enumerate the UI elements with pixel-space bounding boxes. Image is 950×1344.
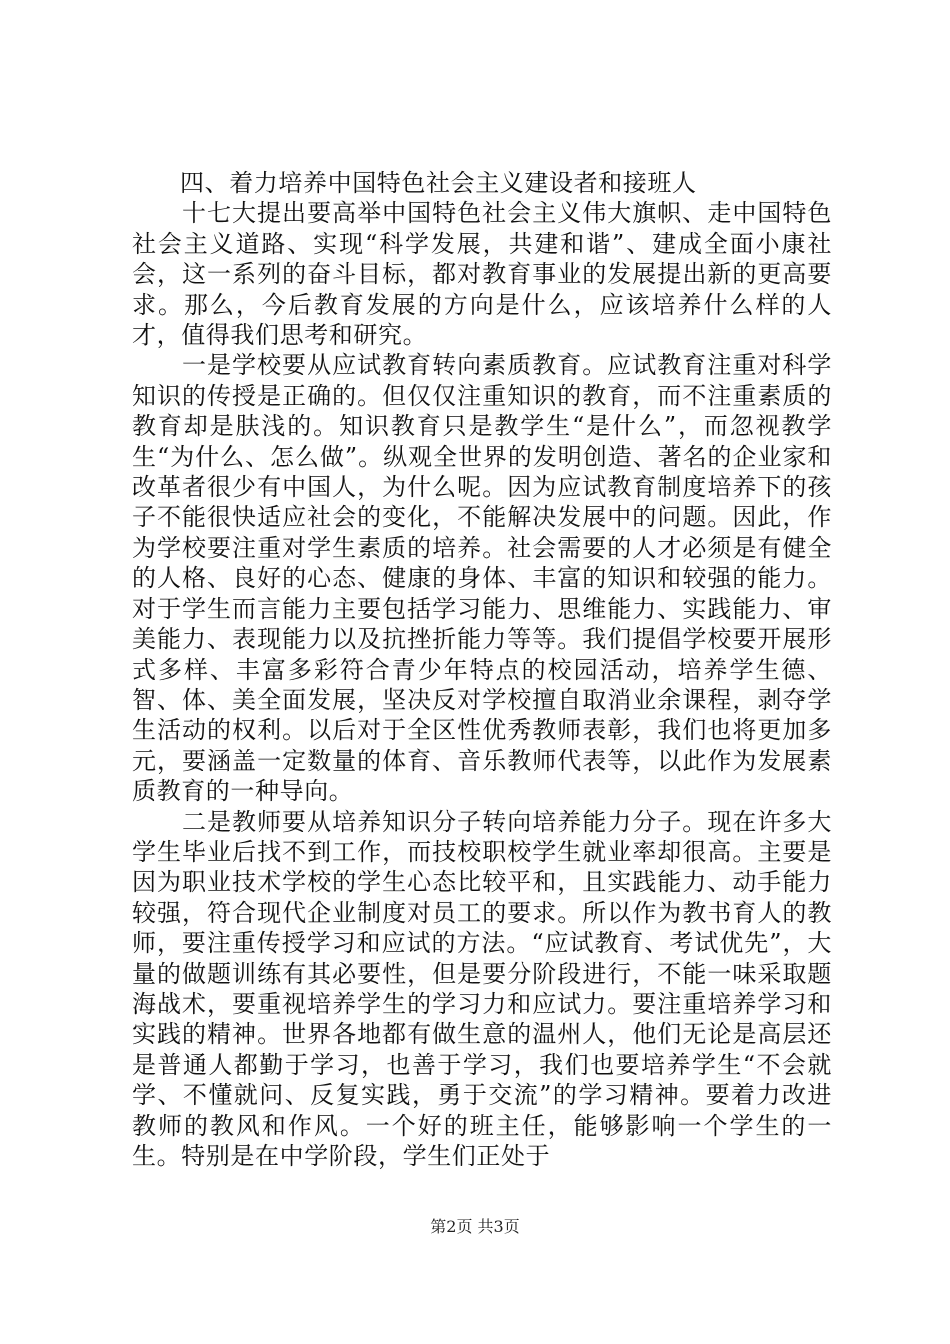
paragraph-intro: 十七大提出要高举中国特色社会主义伟大旗帜、走中国特色社会主义道路、实现“科学发展，共建和谐”、建成全面小康社会，这一系列的奋斗目标，都对教育事业的发展提出新的更高要求。那么，今后教育发展的方向是什么，应该培养什么样的人才，值得我们思考和研究。 (132, 199, 832, 350)
paragraph-school-quality-education: 一是学校要从应试教育转向素质教育。应试教育注重对科学知识的传授是正确的。但仅仅注重知识的教育，而不注重素质的教育却是肤浅的。知识教育只是教学生“是什么”，而忽视教学生“为什么、怎么做”。纵观全世界的发明创造、著名的企业家和改革者很少有中国人，为什么呢。因为应试教育制度培养下的孩子不能很快适应社会的变化，不能解决发展中的问题。因此，作为学校要注重对学生素质的培养。社会需要的人才必须是有健全的人格、良好的心态、健康的身体、丰富的知识和较强的能力。对于学生而言能力主要包括学习能力、思维能力、实践能力、审美能力、表现能力以及抗挫折能力等等。我们提倡学校要开展形式多样、丰富多彩符合青少年特点的校园活动，培养学生德、智、体、美全面发展，坚决反对学校擅自取消业余课程，剥夺学生活动的权利。以后对于全区性优秀教师表彰，我们也将更加多元，要涵盖一定数量的体育、音乐教师代表等，以此作为发展素质教育的一种导向。 (132, 351, 832, 806)
document-body (132, 168, 832, 1171)
section-heading: 四、着力培养中国特色社会主义建设者和接班人 (180, 169, 697, 197)
paragraph-teacher-ability: 二是教师要从培养知识分子转向培养能力分子。现在许多大学生毕业后找不到工作，而技校职校学生就业率却很高。主要是因为职业技术学校的学生心态比较平和，且实践能力、动手能力较强，符合现代企业制度对员工的要求。所以作为教书育人的教师，要注重传授学习和应试的方法。“应试教育、考试优先”，大量的做题训练有其必要性，但是要分阶段进行，不能一味采取题海战术，要重视培养学生的学习力和应试力。要注重培养学习和实践的精神。世界各地都有做生意的温州人，他们无论是高层还是普通人都勤于学习，也善于学习，我们也要培养学生“不会就学、不懂就问、反复实践，勇于交流”的学习精神。要着力改进教师的教风和作风。一个好的班主任，能够影响一个学生的一生。特别是在中学阶段，学生们正处于 (132, 807, 832, 1170)
page-footer: 第2页 共3页 (430, 1217, 520, 1236)
